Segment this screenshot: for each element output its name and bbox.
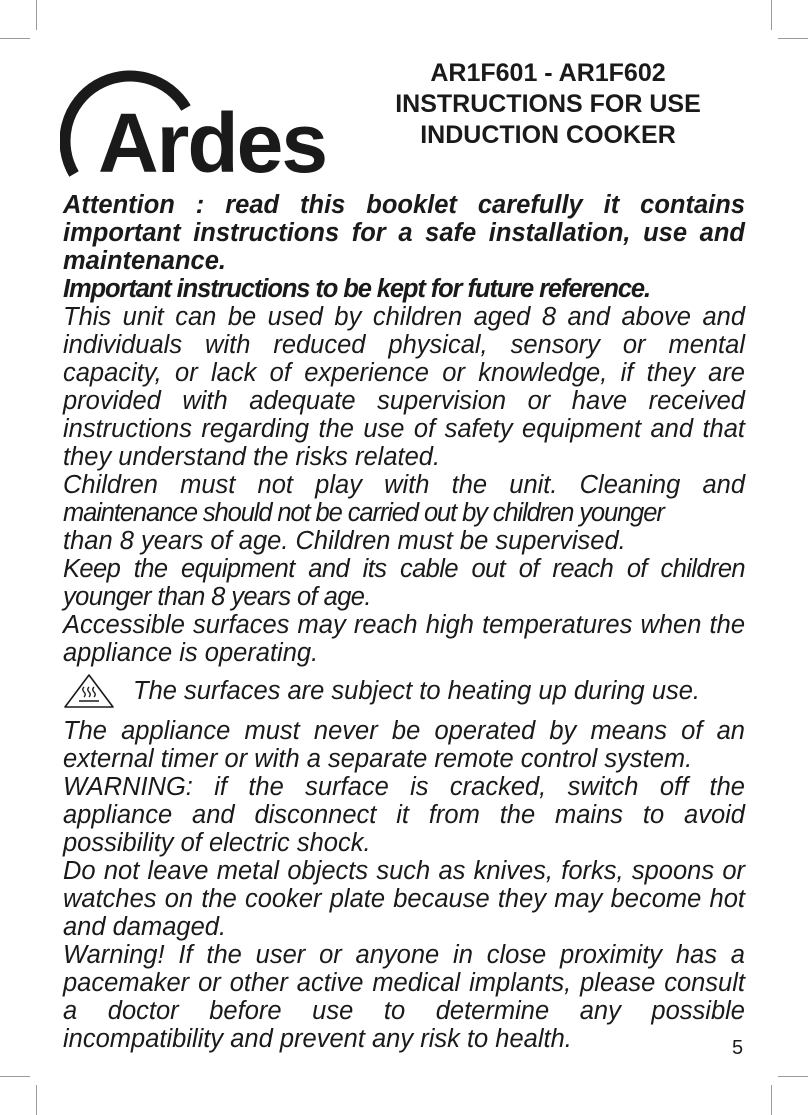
- cracked-surface-paragraph: WARNING: if the surface is cracked, switch off the appliance and disconnect it from the mains to avoid possibility of electric shock.: [63, 773, 745, 857]
- product-name: INDUCTION COOKER: [420, 121, 676, 149]
- crop-mark: [771, 0, 772, 30]
- page-number: 5: [732, 1037, 744, 1059]
- document-header: [358, 58, 738, 151]
- crop-mark: [778, 1076, 808, 1077]
- ardes-logo: [60, 70, 360, 185]
- model-number: AR1F601 - AR1F602: [430, 59, 666, 87]
- crop-mark: [36, 0, 37, 30]
- children-play-line-2: maintenance should not be carried out by children younger: [63, 499, 664, 527]
- children-age-paragraph: This unit can be used by children aged 8 and above and individuals with reduced physical, sensory or mental capacity, or lack of experience or knowledge, if they are provided with adequate supervision or have received instructions regarding the use of safety equipment and that they understand the risks related.: [63, 303, 745, 471]
- attention-paragraph: Attention : read this booklet carefully it contains important instructions for a safe installation, use and maintenance.: [63, 191, 745, 275]
- hot-surface-warning: [63, 673, 745, 709]
- crop-mark: [0, 38, 30, 39]
- crop-mark: [36, 1085, 37, 1115]
- cable-paragraph: Keep the equipment and its cable out of reach of children younger than 8 years of age.: [63, 555, 745, 611]
- children-play-line-3: than 8 years of age. Children must be supervised.: [63, 527, 626, 555]
- keep-reference-paragraph: Important instructions to be kept for future reference.: [63, 275, 650, 303]
- children-play-line-1: Children must not play with the unit. Cleaning and: [63, 471, 745, 499]
- instructions-body: [63, 191, 745, 1053]
- crop-mark: [771, 1085, 772, 1115]
- hot-surface-warning-icon: [63, 673, 115, 709]
- crop-mark: [778, 38, 808, 39]
- surfaces-paragraph: Accessible surfaces may reach high temperatures when the appliance is operating.: [63, 611, 745, 667]
- pacemaker-paragraph: Warning! If the user or anyone in close proximity has a pacemaker or other active medical implants, please consult a doctor before use to determine any possible incompatibility and prevent any risk to health.: [63, 941, 745, 1053]
- metal-objects-paragraph: Do not leave metal objects such as knives, forks, spoons or watches on the cooker plate because they may become hot and damaged.: [63, 857, 745, 941]
- hot-surface-warning-text: The surfaces are subject to heating up during use.: [133, 677, 701, 705]
- crop-mark: [0, 1076, 30, 1077]
- timer-paragraph: The appliance must never be operated by means of an external timer or with a separate remote control system.: [63, 717, 745, 773]
- document-type: INSTRUCTIONS FOR USE: [395, 90, 701, 118]
- logo-text: Ardes: [98, 96, 327, 185]
